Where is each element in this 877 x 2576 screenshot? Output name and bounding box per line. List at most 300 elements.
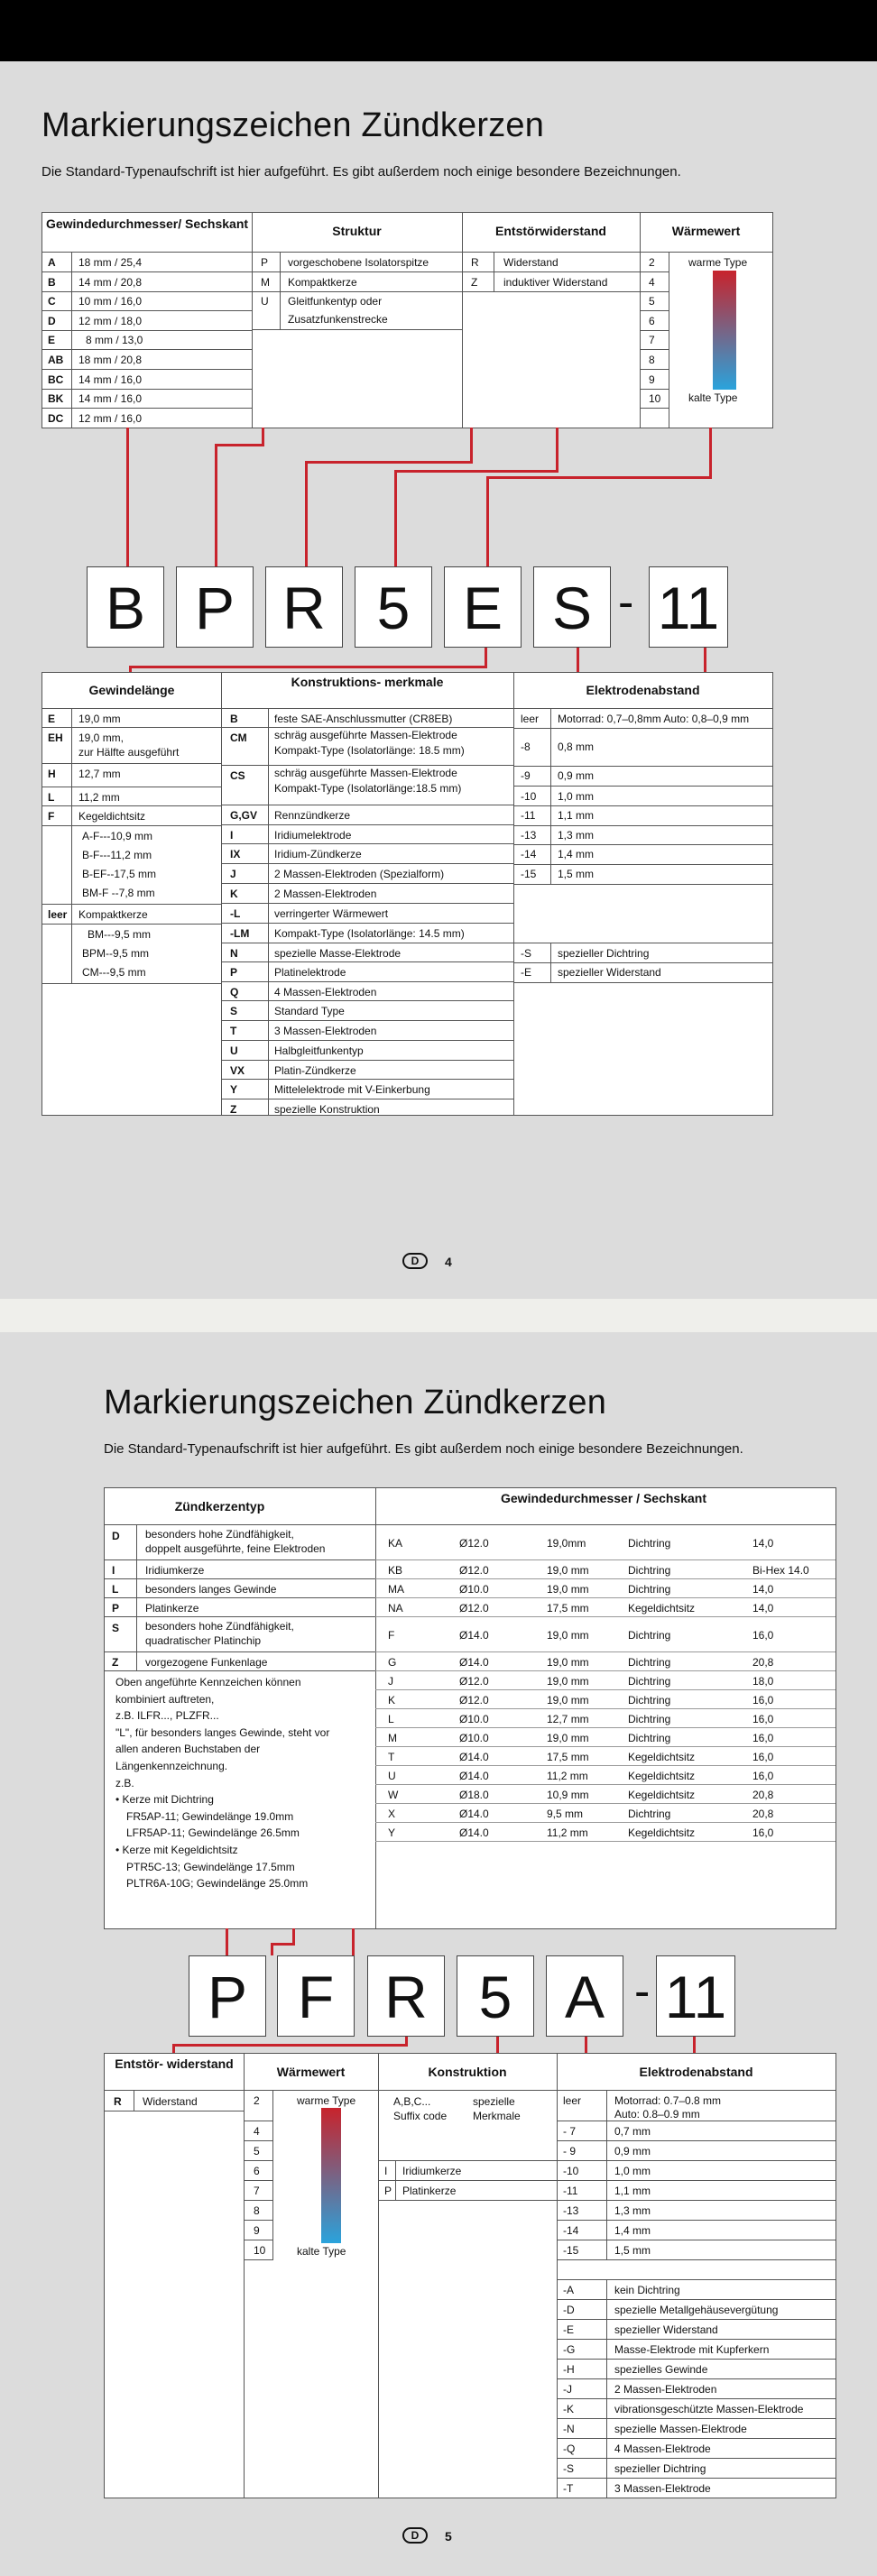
divider: [375, 1803, 835, 1804]
divider: [375, 1746, 835, 1747]
thread-diameter: Ø10.0: [459, 1731, 489, 1744]
code-value: 14 mm / 16,0: [78, 392, 143, 406]
code-value: 14 mm / 20,8: [78, 275, 143, 289]
divider: [462, 291, 640, 292]
heat-number: 6: [649, 314, 655, 327]
thread-diameter: Ø12.0: [459, 1601, 489, 1615]
thread-length: 17,5 mm: [547, 1750, 589, 1763]
divider: [640, 310, 669, 311]
divider: [42, 408, 252, 409]
thread-code: L: [388, 1712, 394, 1725]
code-value: 1,5 mm: [558, 868, 595, 880]
divider: [42, 271, 252, 272]
divider: [42, 983, 221, 984]
code-value: spezielle Konstruktion: [274, 1103, 380, 1116]
divider: [71, 709, 72, 983]
code-value: 12 mm / 18,0: [78, 314, 143, 327]
divider: [557, 2458, 835, 2459]
divider: [375, 1841, 835, 1842]
code-value: A-F---10,9 mm: [82, 830, 152, 842]
gap-code: -S: [563, 2462, 574, 2475]
hex-size: 14,0: [752, 1601, 774, 1615]
divider: [221, 1060, 513, 1061]
gap-value: Masse-Elektrode mit Kupferkern: [614, 2343, 770, 2356]
divider: [513, 825, 772, 826]
code-value: Widerstand: [503, 256, 559, 269]
code-letter: Y: [230, 1083, 238, 1096]
divider: [42, 369, 252, 370]
gap-value: 1,5 mm: [614, 2244, 651, 2257]
header-structure: Struktur: [332, 224, 382, 238]
gap-code: -14: [563, 2224, 579, 2237]
code-value: 2 Massen-Elektroden (Spezialform): [274, 868, 445, 880]
divider: [244, 2220, 272, 2221]
hex-size: 16,0: [752, 1693, 774, 1707]
thread-diameter: Ø14.0: [459, 1750, 489, 1763]
code-value: zur Hälfte ausgeführt: [78, 746, 180, 759]
code-letter: M: [261, 275, 270, 289]
code-letter: P: [261, 256, 269, 269]
thread-length: 12,7 mm: [547, 1712, 589, 1725]
code-letter: -8: [521, 741, 531, 753]
divider: [221, 1000, 513, 1001]
seal-type: Dichtring: [628, 1807, 671, 1820]
divider: [557, 2279, 835, 2280]
code-char-box: 11: [649, 566, 728, 648]
code-value: Standard Type: [274, 1005, 345, 1017]
header-heat-range: Wärmewert: [276, 2065, 346, 2079]
code-letter: -15: [521, 868, 537, 880]
header-electrode-gap: Elektrodenabstand: [586, 683, 700, 697]
divider: [105, 1559, 375, 1560]
header-thread-diameter: Gewindedurchmesser/ Sechskant: [45, 216, 249, 231]
seal-type: Kegeldichtsitz: [628, 1750, 696, 1763]
code-letter: Z: [471, 275, 478, 289]
gap-value: 2 Massen-Elektroden: [614, 2383, 717, 2396]
code-letter: A: [48, 256, 56, 269]
thread-diameter: Ø14.0: [459, 1628, 489, 1642]
code-letter: H: [48, 768, 56, 780]
page-title: Markierungszeichen Zündkerzen: [42, 106, 545, 144]
divider: [557, 2398, 835, 2399]
code-letter: F: [48, 810, 55, 823]
thread-length: 19,0 mm: [547, 1563, 589, 1577]
code-char-box: E: [444, 566, 522, 648]
divider: [221, 903, 513, 904]
hex-size: 16,0: [752, 1769, 774, 1782]
code-value: Motorrad: 0,7–0,8mm Auto: 0,8–0,9 mm: [558, 713, 750, 725]
divider: [252, 291, 462, 292]
divider: [557, 2140, 835, 2141]
thread-length: 11,2 mm: [547, 1769, 588, 1782]
divider: [513, 786, 772, 787]
code-value: 3 Massen-Elektroden: [274, 1025, 377, 1037]
divider: [71, 253, 72, 428]
thread-diameter: Ø10.0: [459, 1582, 489, 1596]
divider: [557, 2438, 835, 2439]
note-line: • Kerze mit Dichtring: [115, 1793, 214, 1807]
divider: [244, 2259, 272, 2260]
thread-diameter: Ø14.0: [459, 1769, 489, 1782]
heat-warm-label: warme Type: [688, 256, 748, 269]
thread-diameter: Ø12.0: [459, 1674, 489, 1688]
code-value: BPM--9,5 mm: [82, 947, 150, 960]
divider: [42, 310, 252, 311]
heat-number: 8: [254, 2204, 260, 2217]
divider: [221, 765, 513, 766]
code-char-box: P: [189, 1955, 266, 2037]
divider: [105, 1616, 375, 1617]
code-value: schräg ausgeführte Massen-Elektrode: [274, 729, 457, 741]
code-letter: I: [230, 829, 234, 842]
heat-number: 9: [649, 373, 655, 386]
code-char-box: R: [367, 1955, 445, 2037]
divider: [557, 2339, 835, 2340]
divider: [221, 863, 513, 864]
divider: [375, 1765, 835, 1766]
divider: [42, 349, 252, 350]
note-line: FR5AP-11; Gewindelänge 19.0mm: [126, 1809, 294, 1823]
note-line: z.B. ILFR..., PLZFR...: [115, 1709, 219, 1723]
code-char-box: A: [546, 1955, 623, 2037]
code-char-box: 11: [656, 1955, 735, 2037]
construction-value: Merkmale: [473, 2110, 521, 2122]
thread-diameter: Ø14.0: [459, 1807, 489, 1820]
divider: [513, 982, 772, 983]
seal-type: Kegeldichtsitz: [628, 1826, 696, 1839]
seal-type: Dichtring: [628, 1655, 671, 1669]
hex-size: 16,0: [752, 1826, 774, 1839]
code-value: 10 mm / 16,0: [78, 295, 143, 308]
divider: [221, 1079, 513, 1080]
gap-value: Motorrad: 0.7–0.8 mm: [614, 2094, 722, 2107]
divider: [375, 1822, 835, 1823]
gap-value: 0,7 mm: [614, 2125, 651, 2138]
language-badge: D: [402, 2527, 428, 2544]
divider: [375, 1559, 835, 1560]
note-line: PTR5C-13; Gewindelänge 17.5mm: [126, 1860, 295, 1873]
code-value: Kompaktkerze: [78, 908, 148, 921]
code-dash: -: [618, 576, 634, 629]
code-value: Kegeldichtsitz: [78, 810, 146, 823]
header-resistance: Entstörwiderstand: [495, 224, 606, 238]
divider: [513, 884, 772, 885]
note-line: Längenkennzeichnung.: [115, 1760, 228, 1772]
gap-code: -11: [563, 2185, 578, 2197]
divider: [375, 1708, 835, 1709]
code-value: 11,2 mm: [78, 791, 120, 804]
thread-code: F: [388, 1628, 395, 1642]
code-letter: U: [230, 1044, 238, 1057]
gap-value: spezieller Widerstand: [614, 2323, 718, 2336]
gap-code: -G: [563, 2343, 576, 2356]
resist-value: Widerstand: [143, 2095, 198, 2108]
divider: [375, 1689, 835, 1690]
code-value: Mittelelektrode mit V-Einkerbung: [274, 1083, 430, 1096]
code-letter: R: [471, 256, 479, 269]
code-value: besonders hohe Zündfähigkeit,: [145, 1528, 294, 1541]
construction-code: I: [384, 2165, 388, 2177]
construction-code: A,B,C...: [393, 2095, 431, 2108]
gap-value: 4 Massen-Elektrode: [614, 2443, 711, 2455]
divider: [557, 2478, 835, 2479]
code-letter: P: [112, 1602, 120, 1615]
gap-code: -T: [563, 2482, 574, 2495]
divider: [375, 1784, 835, 1785]
heat-number: 2: [254, 2094, 260, 2107]
divider: [557, 2259, 835, 2260]
divider: [42, 330, 252, 331]
code-value: Gleitfunkentyp oder: [288, 295, 383, 308]
code-value: CM---9,5 mm: [82, 966, 146, 979]
code-letter: leer: [521, 713, 540, 725]
heat-number: 2: [649, 256, 655, 269]
seal-type: Dichtring: [628, 1582, 671, 1596]
code-letter: AB: [48, 354, 64, 366]
divider: [557, 2200, 835, 2201]
gap-code: leer: [563, 2094, 582, 2107]
note-line: z.B.: [115, 1776, 134, 1789]
thread-length: 19,0 mm: [547, 1628, 589, 1642]
code-letter: BC: [48, 373, 64, 386]
hex-size: 18,0: [752, 1674, 774, 1688]
page-5: [0, 1332, 877, 2576]
code-value: Kompaktkerze: [288, 275, 357, 289]
seal-type: Dichtring: [628, 1563, 671, 1577]
divider: [221, 961, 513, 962]
construction-value: Iridiumkerze: [402, 2165, 462, 2177]
divider: [378, 2200, 557, 2201]
divider: [42, 805, 221, 806]
thread-code: T: [388, 1750, 395, 1763]
code-value: Iridium-Zündkerze: [274, 848, 362, 860]
divider: [375, 1727, 835, 1728]
code-value: 2 Massen-Elektroden: [274, 888, 377, 900]
code-letter: E: [48, 713, 56, 725]
construction-value: Platinkerze: [402, 2185, 457, 2197]
code-value: 1,3 mm: [558, 829, 595, 842]
gap-value: Auto: 0.8–0.9 mm: [614, 2108, 700, 2121]
code-letter: -14: [521, 848, 537, 860]
divider: [640, 330, 669, 331]
divider: [252, 329, 462, 330]
divider: [606, 2279, 607, 2498]
page-subtitle: Die Standard-Typenaufschrift ist hier aufgeführt. Es gibt außerdem noch einige besondere Bezeichnungen.: [104, 1441, 743, 1457]
divider: [557, 2319, 835, 2320]
thread-diameter: Ø12.0: [459, 1563, 489, 1577]
code-char-box: S: [533, 566, 611, 648]
header-heat-range: Wärmewert: [671, 224, 741, 238]
divider: [221, 883, 513, 884]
hex-size: Bi-Hex 14.0: [752, 1563, 809, 1577]
page-number: 5: [445, 2529, 452, 2544]
thread-diameter: Ø10.0: [459, 1712, 489, 1725]
code-value: 18 mm / 20,8: [78, 354, 143, 366]
thread-length: 10,9 mm: [547, 1788, 589, 1801]
code-letter: -13: [521, 829, 537, 842]
thread-code: W: [388, 1788, 399, 1801]
seal-type: Dichtring: [628, 1536, 671, 1550]
gap-code: -N: [563, 2423, 575, 2435]
divider: [375, 1651, 835, 1652]
code-char-box: F: [277, 1955, 355, 2037]
gap-code: -E: [563, 2323, 574, 2336]
code-letter: Q: [230, 986, 239, 998]
hex-size: 14,0: [752, 1536, 774, 1550]
gap-value: 0,9 mm: [614, 2145, 651, 2157]
divider: [557, 2220, 835, 2221]
code-value: Kompakt-Type (Isolatorlänge: 18.5 mm): [274, 744, 465, 757]
divider: [136, 1525, 137, 1670]
hex-size: 16,0: [752, 1731, 774, 1744]
note-line: • Kerze mit Kegeldichtsitz: [115, 1844, 238, 1856]
code-letter: D: [48, 314, 56, 327]
code-letter: L: [112, 1583, 119, 1596]
divider: [557, 2180, 835, 2181]
thread-length: 19,0 mm: [547, 1674, 589, 1688]
thread-code: J: [388, 1674, 393, 1688]
heat-cold-label: kalte Type: [297, 2245, 346, 2258]
code-letter: B: [48, 275, 56, 289]
heat-number: 7: [649, 334, 655, 347]
divider: [42, 924, 221, 925]
construction-value: spezielle: [473, 2095, 515, 2108]
language-badge: D: [402, 1253, 428, 1269]
code-value: verringerter Wärmewert: [274, 907, 389, 920]
thread-length: 19,0mm: [547, 1536, 586, 1550]
divider: [268, 709, 269, 1115]
thread-code: M: [388, 1731, 397, 1744]
code-letter: N: [230, 947, 238, 960]
gap-value: spezielle Massen-Elektrode: [614, 2423, 747, 2435]
code-value: spezielle Masse-Elektrode: [274, 947, 402, 960]
divider: [244, 2200, 272, 2201]
divider: [221, 1020, 513, 1021]
code-letter: -S: [521, 947, 531, 960]
code-table-bottom: [42, 672, 773, 1116]
thread-length: 19,0 mm: [547, 1582, 589, 1596]
note-line: allen anderen Buchstaben der: [115, 1743, 261, 1756]
divider: [221, 843, 513, 844]
seal-type: Kegeldichtsitz: [628, 1601, 696, 1615]
divider: [221, 727, 513, 728]
header-design-features: Konstruktions- merkmale: [291, 675, 444, 689]
code-value: quadratischer Platinchip: [145, 1634, 262, 1647]
code-char-box: 5: [355, 566, 432, 648]
code-value: feste SAE-Anschlussmutter (CR8EB): [274, 713, 453, 725]
code-dash: -: [634, 1965, 651, 2018]
code-letter: K: [230, 888, 238, 900]
gap-code: -Q: [563, 2443, 576, 2455]
divider: [640, 369, 669, 370]
thread-length: 19,0 mm: [547, 1693, 589, 1707]
thread-diameter: Ø12.0: [459, 1693, 489, 1707]
construction-code: P: [384, 2185, 392, 2197]
gap-code: - 9: [563, 2145, 577, 2157]
note-line: PLTR6A-10G; Gewindelänge 25.0mm: [126, 1877, 309, 1891]
code-letter: G,GV: [230, 809, 258, 822]
thread-code: K: [388, 1693, 396, 1707]
code-letter: CS: [230, 769, 245, 782]
hex-size: 14,0: [752, 1582, 774, 1596]
code-letter: -E: [521, 966, 531, 979]
divider: [513, 864, 772, 865]
gap-code: -A: [563, 2284, 574, 2296]
code-value: besonders hohe Zündfähigkeit,: [145, 1620, 294, 1633]
hex-size: 16,0: [752, 1628, 774, 1642]
code-value: doppelt ausgeführte, feine Elektroden: [145, 1542, 326, 1555]
heat-cold-label: kalte Type: [688, 391, 738, 404]
gap-code: -J: [563, 2383, 572, 2396]
thread-code: U: [388, 1769, 396, 1782]
divider: [462, 271, 640, 272]
header-thread-length: Gewindelänge: [88, 683, 175, 697]
heat-number: 10: [649, 392, 661, 406]
gap-value: vibrationsgeschützte Massen-Elektrode: [614, 2403, 804, 2415]
gap-value: spezielle Metallgehäusevergütung: [614, 2304, 779, 2316]
seal-type: Dichtring: [628, 1693, 671, 1707]
divider: [557, 2160, 835, 2161]
code-letter: B: [230, 713, 238, 725]
code-letter: I: [112, 1564, 115, 1577]
code-value: spezieller Widerstand: [558, 966, 661, 979]
divider: [378, 2180, 557, 2181]
divider: [221, 824, 513, 825]
note-line: LFR5AP-11; Gewindelänge 26.5mm: [126, 1826, 300, 1840]
code-value: Zusatzfunkenstrecke: [288, 313, 388, 327]
code-value: 4 Massen-Elektroden: [274, 986, 377, 998]
divider: [244, 2140, 272, 2141]
code-value: BM---9,5 mm: [88, 928, 151, 941]
heat-warm-label: warme Type: [297, 2094, 356, 2107]
heat-number: 5: [254, 2145, 260, 2157]
divider: [42, 291, 252, 292]
code-value: 19,0 mm,: [78, 731, 125, 744]
note-line: kombiniert auftreten,: [115, 1692, 215, 1706]
divider: [513, 962, 772, 963]
gap-code: -13: [563, 2204, 579, 2217]
gap-value: 1,3 mm: [614, 2204, 651, 2217]
divider: [375, 1616, 835, 1617]
thread-length: 9,5 mm: [547, 1807, 584, 1820]
code-value: Platinkerze: [145, 1602, 199, 1615]
heat-number: 5: [649, 295, 655, 308]
page-number: 4: [445, 1255, 452, 1269]
hex-size: 20,8: [752, 1807, 774, 1820]
divider: [280, 253, 281, 329]
divider: [550, 943, 551, 982]
divider: [221, 981, 513, 982]
code-table-top: [104, 1487, 836, 1929]
code-value: spezieller Dichtring: [558, 947, 650, 960]
code-letter: -11: [521, 809, 536, 822]
code-value: schräg ausgeführte Massen-Elektrode: [274, 767, 457, 779]
thread-diameter: Ø18.0: [459, 1788, 489, 1801]
heat-number: 4: [649, 275, 655, 289]
thread-length: 17,5 mm: [547, 1601, 589, 1615]
code-letter: S: [230, 1005, 238, 1017]
code-value: Kompakt-Type (Isolatorlänge: 14.5 mm): [274, 927, 465, 940]
divider: [550, 709, 551, 884]
code-value: B-EF--17,5 mm: [82, 868, 157, 880]
divider: [557, 2418, 835, 2419]
seal-type: Dichtring: [628, 1712, 671, 1725]
seal-type: Dichtring: [628, 1628, 671, 1642]
gap-code: -15: [563, 2244, 579, 2257]
code-letter: IX: [230, 848, 241, 860]
divider: [244, 2180, 272, 2181]
heat-gradient-bar: [321, 2108, 341, 2243]
